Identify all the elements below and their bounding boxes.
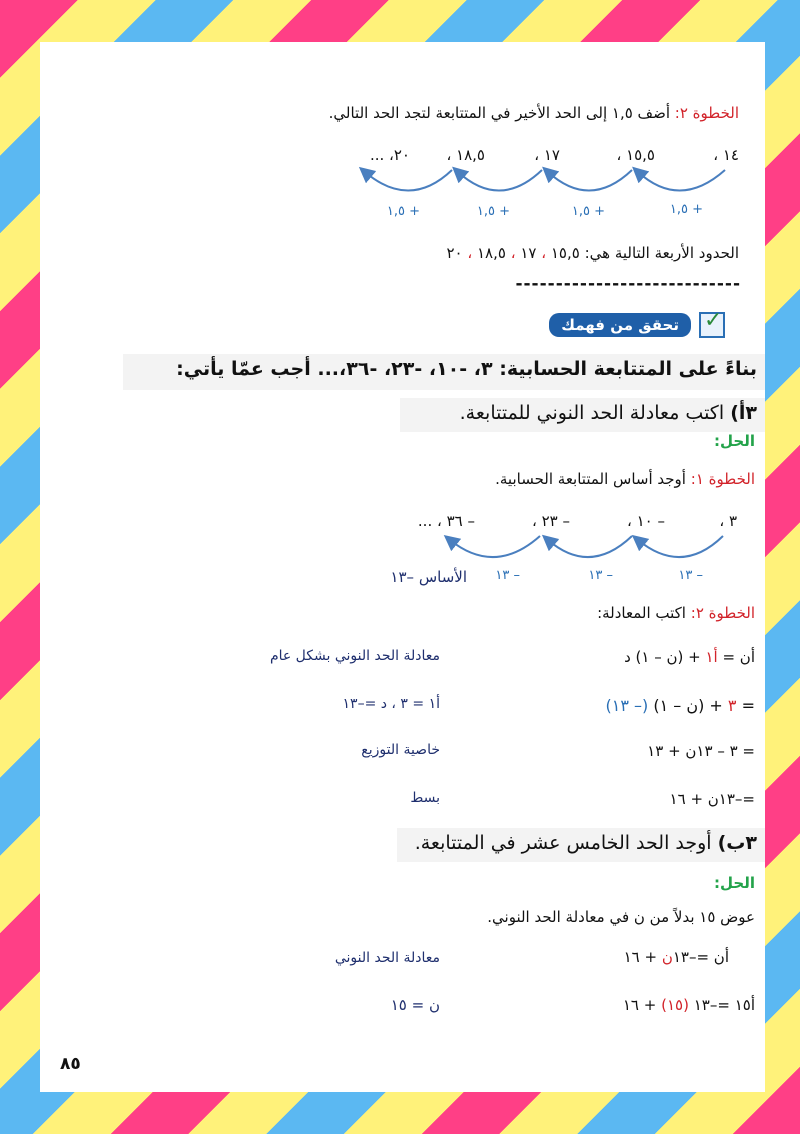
eq5-n: ن <box>661 948 673 966</box>
seq2-term-1: ٣ ، <box>719 512 737 530</box>
part-a-text: اكتب معادلة الحد النوني للمتتابعة. <box>459 402 725 424</box>
seq-term-4: ١٨,٥ ، <box>446 146 485 164</box>
eq2-three: ٣ <box>727 696 737 715</box>
seq-term-1: ١٤ ، <box>713 146 739 164</box>
equation-4: =–١٣ن + ١٦ <box>669 790 755 808</box>
eq6-fifteen: (١٥) <box>661 996 689 1014</box>
next-term-2: ١٧ <box>520 244 537 262</box>
difference-arcs <box>40 42 765 642</box>
next-term-4: ٢٠ <box>446 244 463 262</box>
diff-arc-3 <box>450 536 540 557</box>
next-term-1: ١٥,٥ <box>550 244 580 262</box>
step2b-line <box>597 604 755 622</box>
eq5-part-a: أن =–١٣ <box>672 948 729 966</box>
part-b-number: ٣ب) <box>717 832 757 854</box>
eq5-part-b: + ١٦ <box>623 948 662 966</box>
equation-5 <box>624 948 729 966</box>
diff-1: – ١٣ <box>678 568 703 583</box>
next-term-3: ١٨,٥ <box>476 244 506 262</box>
eq2-note: أ١ = ٣ ، د =–١٣ <box>342 696 440 712</box>
checkbox-icon: ✓ <box>699 312 725 338</box>
base-result: الأساس –١٣ <box>390 568 467 586</box>
part-a-number: ٣أ) <box>730 402 757 424</box>
seq2-term-2: – ١٠ ، <box>626 512 665 530</box>
badge-label: تحقق من فهمك <box>549 313 691 337</box>
step2b-text: اكتب المعادلة: <box>597 604 686 622</box>
eq1-part-b: + (ن – ١) د <box>624 648 706 666</box>
eq2-d: (– ١٣) <box>605 696 649 715</box>
diff-arc-2 <box>548 536 632 557</box>
increment-4: + ١,٥ <box>386 204 420 219</box>
eq2-part-b: + (ن – ١) <box>648 696 728 715</box>
equation-3: = ٣ – ١٣ن + ١٣ <box>647 742 755 760</box>
part-b-line <box>415 832 757 854</box>
eq6-part-b: + ١٦ <box>622 996 662 1014</box>
next-terms-label: الحدود الأربعة التالية هي: <box>584 244 739 262</box>
step2-label: الخطوة ٢: <box>674 104 739 122</box>
equation-6 <box>623 996 755 1014</box>
eq2-part-a: = <box>736 696 755 715</box>
seq-term-2: ١٥,٥ ، <box>616 146 655 164</box>
solution-label-b: الحل: <box>714 874 755 892</box>
eq4-note: بسط <box>410 790 440 806</box>
eq6-part-a: أ١٥ =–١٣ <box>688 996 755 1014</box>
part-b-text: أوجد الحد الخامس عشر في المتتابعة. <box>414 832 712 854</box>
page-number: ٨٥ <box>60 1054 81 1074</box>
eq1-note: معادلة الحد النوني بشكل عام <box>269 648 440 664</box>
eq6-note: ن = ١٥ <box>390 996 440 1014</box>
step2-text: أضف ١,٥ إلى الحد الأخير في المتتابعة لتجد الحد التالي. <box>328 104 670 122</box>
sep-2: ، <box>510 244 516 262</box>
equation-2 <box>605 696 755 715</box>
eq3-note: خاصية التوزيع <box>361 742 440 758</box>
increment-1: + ١,٥ <box>669 202 703 217</box>
seq-term-5: ٢٠، ... <box>369 146 410 164</box>
eq5-note: معادلة الحد النوني <box>334 950 440 966</box>
step2b-label: الخطوة ٢: <box>690 604 755 622</box>
substitution-text: عوض ١٥ بدلاً من ن في معادلة الحد النوني. <box>487 908 755 926</box>
increment-2: + ١,٥ <box>571 204 605 219</box>
diff-arc-1 <box>638 536 723 557</box>
step1-text: أوجد أساس المتتابعة الحسابية. <box>495 470 686 488</box>
diff-2: – ١٣ <box>588 568 613 583</box>
increment-3: + ١,٥ <box>476 204 510 219</box>
eq1-part-a: أن = <box>717 648 755 666</box>
sep-3: ، <box>467 244 473 262</box>
seq-term-3: ١٧ ، <box>534 146 560 164</box>
equation-1 <box>624 648 755 666</box>
eq1-a1: أ١ <box>705 648 718 666</box>
divider-line: ---------------------------- <box>515 274 741 294</box>
diff-3: – ١٣ <box>495 568 520 583</box>
seq2-term-3: – ٢٣ ، <box>531 512 570 530</box>
problem-intro: بناءً على المتتابعة الحسابية: ٣، -١٠، -٢٣، -٣٦،... أجب عمّا يأتي: <box>176 358 757 380</box>
sep-1: ، <box>541 244 547 262</box>
textbook-page <box>40 42 765 1092</box>
step1-label: الخطوة ١: <box>690 470 755 488</box>
solution-label-a: الحل: <box>714 432 755 450</box>
seq2-term-4: – ٣٦ ، ... <box>417 512 475 530</box>
